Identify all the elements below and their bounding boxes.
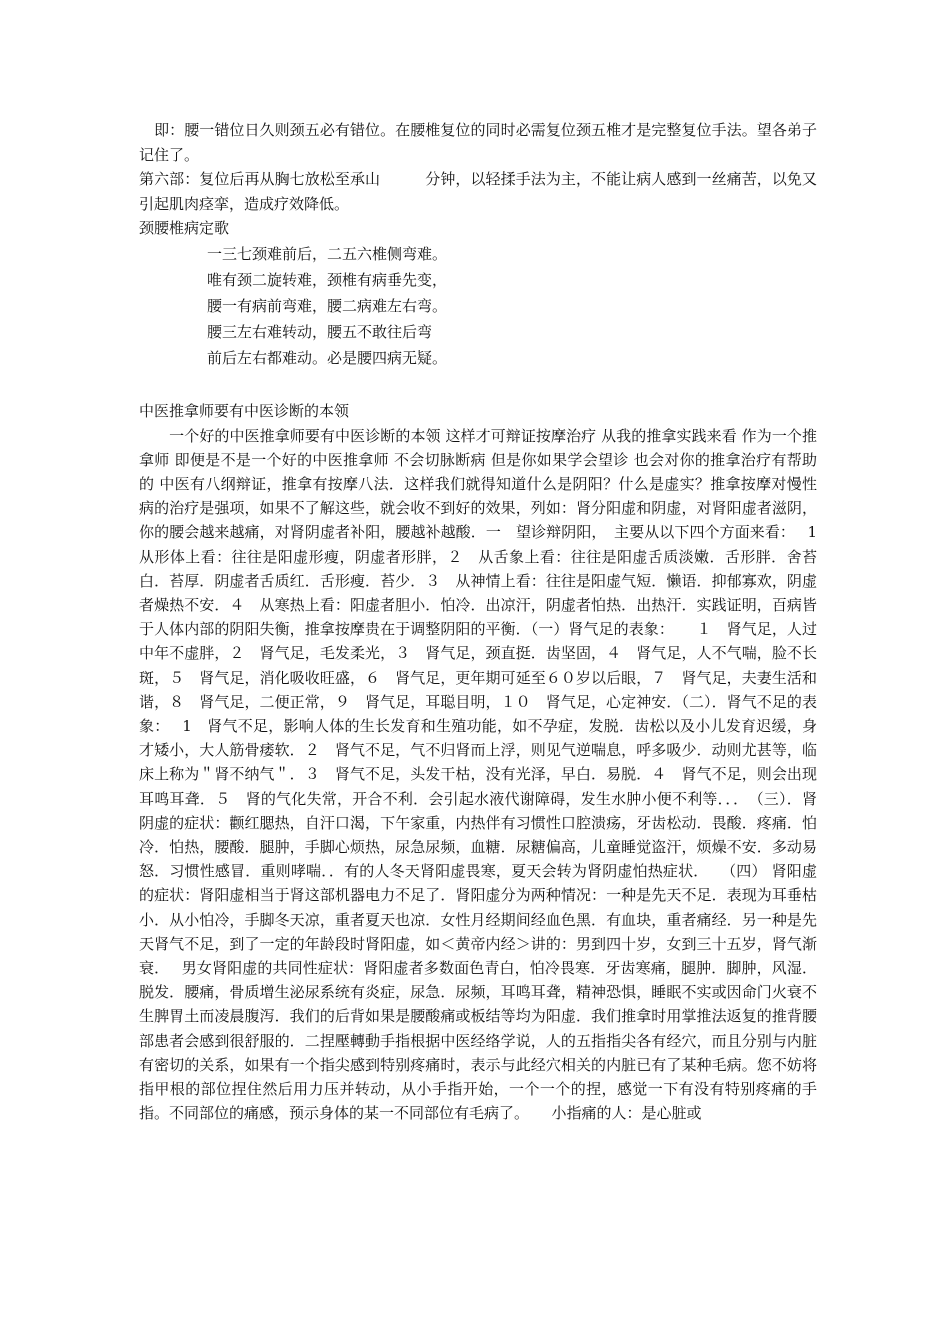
song-line: 腰三左右难转动，腰五不敢往后弯 (207, 322, 433, 341)
song-line: 前后左右都难动。必是腰四病无疑。 (207, 348, 448, 367)
song-line: 一三七颈难前后，二五六椎侧弯难。 (207, 244, 448, 263)
paragraph-step-six: 第六部：复位后再从胸七放松至承山 分钟，以轻揉手法为主，不能让病人感到一丝痛苦，以免又引起肌肉痉挛，造成疗效降低。 (139, 170, 817, 213)
song-title: 颈腰椎病定歌 (139, 219, 230, 238)
blank-line (139, 371, 817, 399)
article-body: 一个好的中医推拿师要有中医诊断的本领 这样才可辩证按摩治疗 从我的推拿实践来看 作为一个推拿师 即便是不是一个好的中医推拿师 不会切脉断病 但是你如果学会望诊 也会对你的推拿治疗有帮助的 中医有八纲辩证，推拿有按摩八法．这样我们就得知道什么是阴阳？什么是虚实？推拿按摩对慢性病的治疗是强项，如果不了解这些，就会收不到好的效果，列如：肾分阳虚和阴虚，对肾阳虚者滋阴，你的腰会越来越痛，对肾阴虚者补阳，腰越补越酸．一 望诊辩阴阳， 主要从以下四个方面来看： 1 从形体上看：往往是阳虚形瘦，阴虚者形胖，２ 从舌象上看：往往是阳虚舌质淡嫩．舌形胖．舍苔白．苔厚．阴虚者舌质红．舌形瘦．苔少．３ 从神情上看：往往是阳虚气短．懒语．抑郁寡欢，阴虚者燥热不安．４ 从寒热上看：阳虚者胆小．怕冷．出凉汗，阴虚者怕热．出热汗．实践证明，百病皆于人体内部的阴阳失衡，推拿按摩贵在于调整阴阳的平衡．（一）肾气足的表象： １ 肾气足，人过中年不虚胖，２ 肾气足，毛发柔光，３ 肾气足，颈直挺．齿坚固，４ 肾气足，人不气喘，脸不长斑，５ 肾气足，消化吸收旺盛，６ 肾气足，更年期可延至６０岁以后眼，７ 肾气足，夫妻生活和谐，８ 肾气足，二便正常，９ 肾气足，耳聪目明，１０ 肾气足，心定神安．（二）．肾气不足的表象： 1 肾气不足，影响人体的生长发育和生殖功能，如不孕症，发脱．齿松以及小儿发育迟缓，身才矮小，大人筋骨痿软．２ 肾气不足，气不归肾而上浮，则见气逆喘息，呼多吸少．动则尤甚等，临床上称为＂肾不纳气＂．３ 肾气不足，头发干枯，没有光泽，早白．易脱．４ 肾气不足，则会出现耳鸣耳聋．５ 肾的气化失常，开合不利．会引起水液代谢障碍，发生水肿小便不利等．．． （三）．肾阴虚的症状：颧红腮热，自汗口渴，下午家重，内热伴有习惯性口腔溃疡，牙齿松动．畏酸．疼痛．怕冷．怕热，腰酸．腿肿，手脚心烦热，尿急尿频，血糖．尿糖偏高，儿童睡觉盗汗，烦燥不安．多动易怒．习惯性感冒．重则哮喘．．有的人冬天肾阳虚畏寒，夏天会转为肾阴虚怕热症状． （四） 肾阳虚的症状：肾阳虚相当于肾这部机器电力不足了．肾阳虚分为两种情况：一种是先天不足．表现为耳垂枯小．从小怕冷，手脚冬天凉，重者夏天也凉．女性月经期间经血色黑．有血块，重者痛经．另一种是先天肾气不足，到了一定的年龄段时肾阳虚，如＜黄帝内经＞讲的：男到四十岁，女到三十五岁，肾气渐衰． 男女肾阳虚的共同性症状：肾阳虚者多数面色青白，怕冷畏寒．牙齿寒痛，腿肿．脚肿，风湿．脱发．腰痛，骨质增生泌尿系统有炎症，尿急．尿频，耳鸣耳聋，精神恐惧，睡眠不实或因命门火衰不生脾胃土而凌晨腹泻．我们的后背如果是腰酸痛或板结等均为阳虚．我们推拿时用掌推法返复的推背腰部患者会感到很舒服的．二捏壓轉動手指根据中医经络学说，人的五指指尖各有经穴，而且分别与内脏有密切的关系，如果有一个指尖感到特别疼痛时，表示与此经穴相关的内脏已有了某种毛病。您不妨将指甲根的部位捏住然后用力压并转动，从小手指开始，一个一个的捏，感觉一下有没有特别疼痛的手指。不同部位的痛感，预示身体的某一不同部位有毛病了。 小指痛的人：是心脏或 (139, 426, 833, 1123)
song-line: 腰一有病前弯难，腰二病难左右弯。 (207, 296, 448, 315)
song-line: 唯有颈二旋转难，颈椎有病垂先变， (207, 270, 448, 289)
paragraph-lumbar-cervical: 即：腰一错位日久则颈五必有错位。在腰椎复位的同时必需复位颈五椎才是完整复位手法。望各弟子记住了。 (139, 121, 817, 164)
document-page (139, 118, 833, 1125)
article-title: 中医推拿师要有中医诊断的本领 (139, 401, 350, 420)
